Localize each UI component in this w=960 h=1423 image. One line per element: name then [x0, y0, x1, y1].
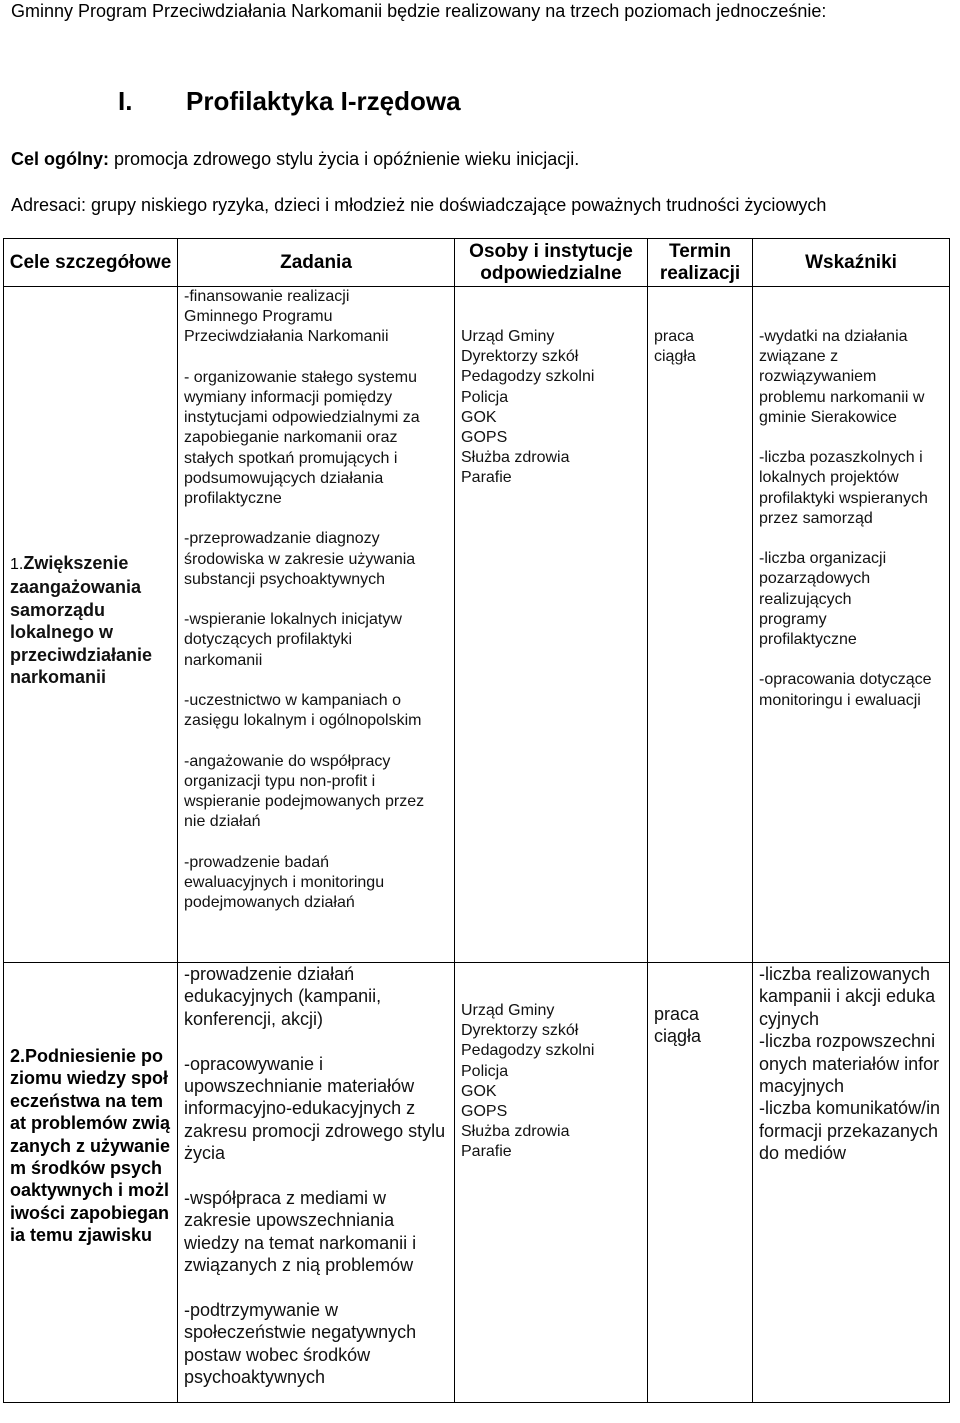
- task-item: -angażowanie do współpracy organizacji typu non-profit i wspieranie podejmowanych przez nie działań: [184, 752, 425, 831]
- tasks-cell-1: [178, 287, 455, 963]
- indicator-item: -opracowania dotyczące monitoringu i ewaluacji: [759, 671, 932, 709]
- responsible-item: Dyrektorzy szkół: [461, 1022, 579, 1040]
- header-responsible: Osoby i instytucje odpowiedzialne: [455, 239, 648, 287]
- header-term: Termin realizacji: [648, 239, 753, 287]
- responsible-item: Pedagodzy szkolni: [461, 368, 595, 386]
- term-cell-1: [648, 287, 753, 963]
- addressees-label: Adresaci: [11, 195, 82, 215]
- general-goal-label: Cel ogólny:: [11, 149, 109, 169]
- responsible-item: Służba zdrowia: [461, 1123, 570, 1141]
- responsible-item: Urząd Gminy: [461, 1002, 555, 1019]
- header-indicators: Wskaźniki: [753, 239, 950, 287]
- indicator-item: -liczba pozaszkolnych i lokalnych projektów profilaktyki wspieranych przez samorząd: [759, 449, 928, 527]
- indicator-item: -liczba rozpowszechnionych materiałów informacyjnych: [759, 1031, 940, 1097]
- table-row: [4, 287, 950, 963]
- indicator-item: -liczba realizowanych kampanii i akcji edukacyjnych: [759, 964, 936, 1029]
- responsible-item: Policja: [461, 388, 509, 406]
- responsible-item: GOK: [461, 1082, 497, 1100]
- term-cell-2: [648, 963, 753, 1403]
- table-header-row: [4, 239, 950, 287]
- header-goals: Cele szczegółowe: [4, 239, 178, 287]
- section-title: Profilaktyka I-rzędowa: [186, 86, 461, 116]
- term-text-2: praca ciągła: [654, 1004, 702, 1047]
- intro-paragraph: Gminny Program Przeciwdziałania Narkomanii będzie realizowany na trzech poziomach jednocześnie:: [11, 1, 827, 21]
- general-goal-text: promocja zdrowego stylu życia i opóźnienie wieku inicjacji.: [109, 149, 580, 169]
- indicator-item: -wydatki na działania związane z rozwiązywaniem problemu narkomanii w gminie Sierakowice: [759, 328, 925, 426]
- goal-cell-2: [4, 963, 178, 1403]
- indicators-cell-2: [753, 963, 950, 1403]
- header-tasks: Zadania: [178, 239, 455, 287]
- responsible-item: Służba zdrowia: [461, 449, 570, 467]
- goal-cell-1: [4, 287, 178, 963]
- section-number: I.: [118, 86, 133, 116]
- term-text-1: praca ciągła: [654, 328, 696, 366]
- task-item: -uczestnictwo w kampaniach o zasięgu lokalnym i ogólnopolskim: [184, 692, 422, 730]
- addressees-text: : grupy niskiego ryzyka, dzieci i młodzież nie doświadczające poważnych trudności życiowych: [81, 195, 827, 215]
- addressees: [11, 195, 826, 216]
- tasks-cell-2: [178, 963, 455, 1403]
- responsible-item: Dyrektorzy szkół: [461, 348, 579, 366]
- indicator-item: -liczba komunikatów/informacji przekazanych do mediów: [759, 1098, 941, 1164]
- goal-number-1: 1.: [10, 556, 24, 573]
- section-heading: [118, 86, 461, 117]
- task-item: -wspieranie lokalnych inicjatyw dotyczących profilaktyki narkomanii: [184, 611, 402, 669]
- task-item: -prowadzenie badań ewaluacyjnych i monitoringu podejmowanych działań: [184, 853, 385, 911]
- task-item: -podtrzymywanie w społeczeństwie negatywnych postaw wobec środków psychoaktywnych: [184, 1300, 417, 1388]
- responsible-item: Policja: [461, 1062, 509, 1080]
- responsible-item: Urząd Gminy: [461, 328, 555, 345]
- responsible-item: GOPS: [461, 1103, 508, 1121]
- goal-text-1: Zwiększenie zaangażowania samorządu lokalnego w przeciwdziałanie narkomanii: [10, 553, 153, 688]
- task-item: -współpraca z mediami w zakresie upowszechniania wiedzy na temat narkomanii i związanych z nią problemów: [184, 1188, 417, 1276]
- task-item: -opracowywanie i upowszechnianie materiałów informacyjno-edukacyjnych z zakresu promocji zdrowego stylu życia: [184, 1053, 446, 1164]
- program-table: [3, 238, 950, 1403]
- responsible-item: Pedagodzy szkolni: [461, 1042, 595, 1060]
- responsible-cell-1: [455, 287, 648, 963]
- task-item: -prowadzenie działań edukacyjnych (kampanii, konferencji, akcji): [184, 964, 382, 1029]
- general-goal: [11, 149, 579, 170]
- task-item: -przeprowadzanie diagnozy środowiska w zakresie używania substancji psychoaktywnych: [184, 530, 416, 588]
- task-item: - organizowanie stałego systemu wymiany informacji pomiędzy instytucjami odpowiedzialnymi za zapobieganie narkomanii oraz stałych spotkań promujących i podsumowujących działania profilaktyczne: [184, 368, 420, 508]
- task-item: -finansowanie realizacji Gminnego Programu Przeciwdziałania Narkomanii: [184, 288, 389, 346]
- responsible-item: Parafie: [461, 469, 512, 487]
- indicators-cell-1: [753, 287, 950, 963]
- table-row: [4, 963, 950, 1403]
- responsible-item: GOK: [461, 408, 497, 426]
- goal-text-2: 2.Podniesienie poziomu wiedzy społeczeństwa na temat problemów związanych z używaniem środków psychoaktywnych i możliwości zapobiegania temu zjawisku: [10, 1046, 171, 1246]
- responsible-item: GOPS: [461, 429, 508, 447]
- responsible-item: Parafie: [461, 1143, 512, 1161]
- responsible-cell-2: [455, 963, 648, 1403]
- indicator-item: -liczba organizacji pozarządowych realizujących programy profilaktyczne: [759, 550, 887, 649]
